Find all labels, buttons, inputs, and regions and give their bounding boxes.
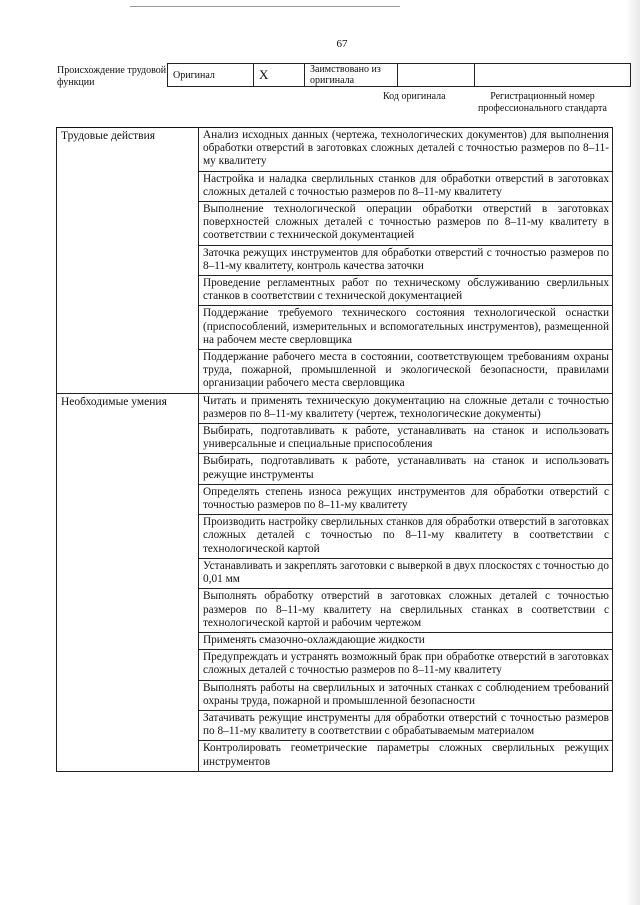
section-item: Настройка и наладка сверлильных станков для обработки отверстий в заготовках сложных деталей с точностью размеров по 8–11-му квалитету [199, 171, 613, 201]
original-mark: X [254, 64, 305, 87]
section-item: Выбирать, подготавливать к работе, устанавливать на станок и использовать универсальные и специальные приспособления [199, 424, 613, 454]
page-number: 67 [336, 38, 348, 50]
section-item: Поддержание рабочего места в состоянии, соответствующем требованиям охраны труда, пожарной, промышленной и экологической безопасности, правилами организации рабочего места сверловщика [199, 350, 613, 394]
origin-label: Происхождение трудовой функции [57, 65, 167, 88]
reg-number-cell [475, 64, 631, 87]
section-item: Затачивать режущие инструменты для обработки отверстий с точностью размеров по 8–11-му квалитету в соответствии с обрабатываемым материалом [199, 710, 613, 740]
section-item: Применять смазочно-охлаждающие жидкости [199, 632, 613, 649]
table-row [57, 128, 613, 172]
original-cell: Оригинал [168, 64, 254, 87]
borrowed-cell: Заимствовано из оригинала [305, 64, 398, 87]
section-item: Предупреждать и устранять возможный брак при обработке отверстий в заготовках сложных деталей с точностью размеров по 8–11-му квалитету [199, 650, 613, 680]
code-cell [398, 64, 475, 87]
section-label: Трудовые действия [57, 128, 199, 394]
code-caption: Код оригинала [383, 91, 446, 102]
table-row [57, 393, 613, 423]
section-item: Устанавливать и закреплять заготовки с выверкой в двух плоскостях с точностью до 0,01 мм [199, 558, 613, 588]
reg-caption: Регистрационный номер профессионального стандарта [478, 91, 607, 114]
section-item: Выполнять работы на сверлильных и заточных станках с соблюдением требований охраны труда, пожарной и промышленной безопасности [199, 680, 613, 710]
section-item: Выбирать, подготавливать к работе, устанавливать на станок и использовать режущие инструменты [199, 454, 613, 484]
section-item: Определять степень износа режущих инструментов для обработки отверстий с точностью размеров по 8–11-му квалитету [199, 484, 613, 514]
function-table [56, 127, 613, 772]
section-item: Контролировать геометрические параметры сложных сверлильных режущих инструментов [199, 741, 613, 771]
section-item: Выполнять обработку отверстий в заготовках сложных деталей с точностью размеров по 8–11-му квалитету на сверлильных станках в соответствии с технологической картой и рабочим чертежом [199, 589, 613, 633]
section-item: Заточка режущих инструментов для обработки отверстий с точностью размеров по 8–11-му квалитету, контроль качества заточки [199, 245, 613, 275]
section-item: Проведение регламентных работ по техническому обслуживанию сверлильных станков в соответствии с технической документацией [199, 276, 613, 306]
scan-right-edge [626, 0, 640, 905]
scan-top-rule [130, 6, 400, 7]
section-item: Выполнение технологической операции обработки отверстий в заготовках поверхностей сложных деталей с точностью размеров по 8–11-му квалитету в соответствии с технической документацией [199, 202, 613, 246]
section-item: Читать и применять техническую документацию на сложные детали с точностью размеров по 8–11-му квалитету (чертеж, технологические документы) [199, 393, 613, 423]
section-label: Необходимые умения [57, 393, 199, 771]
section-item: Производить настройку сверлильных станков для обработки отверстий в заготовках сложных деталей с точностью по 8–11-му квалитету в соответствии с технологической картой [199, 515, 613, 559]
section-item: Анализ исходных данных (чертежа, технологических документов) для выполнения обработки отверстий в заготовках сложных деталей с точностью размеров по 8–11-му квалитету [199, 128, 613, 172]
section-item: Поддержание требуемого технического состояния технологической оснастки (приспособлений, измерительных и вспомогательных инструментов), размещенной на рабочем месте сверловщика [199, 306, 613, 350]
origin-table [167, 63, 631, 87]
